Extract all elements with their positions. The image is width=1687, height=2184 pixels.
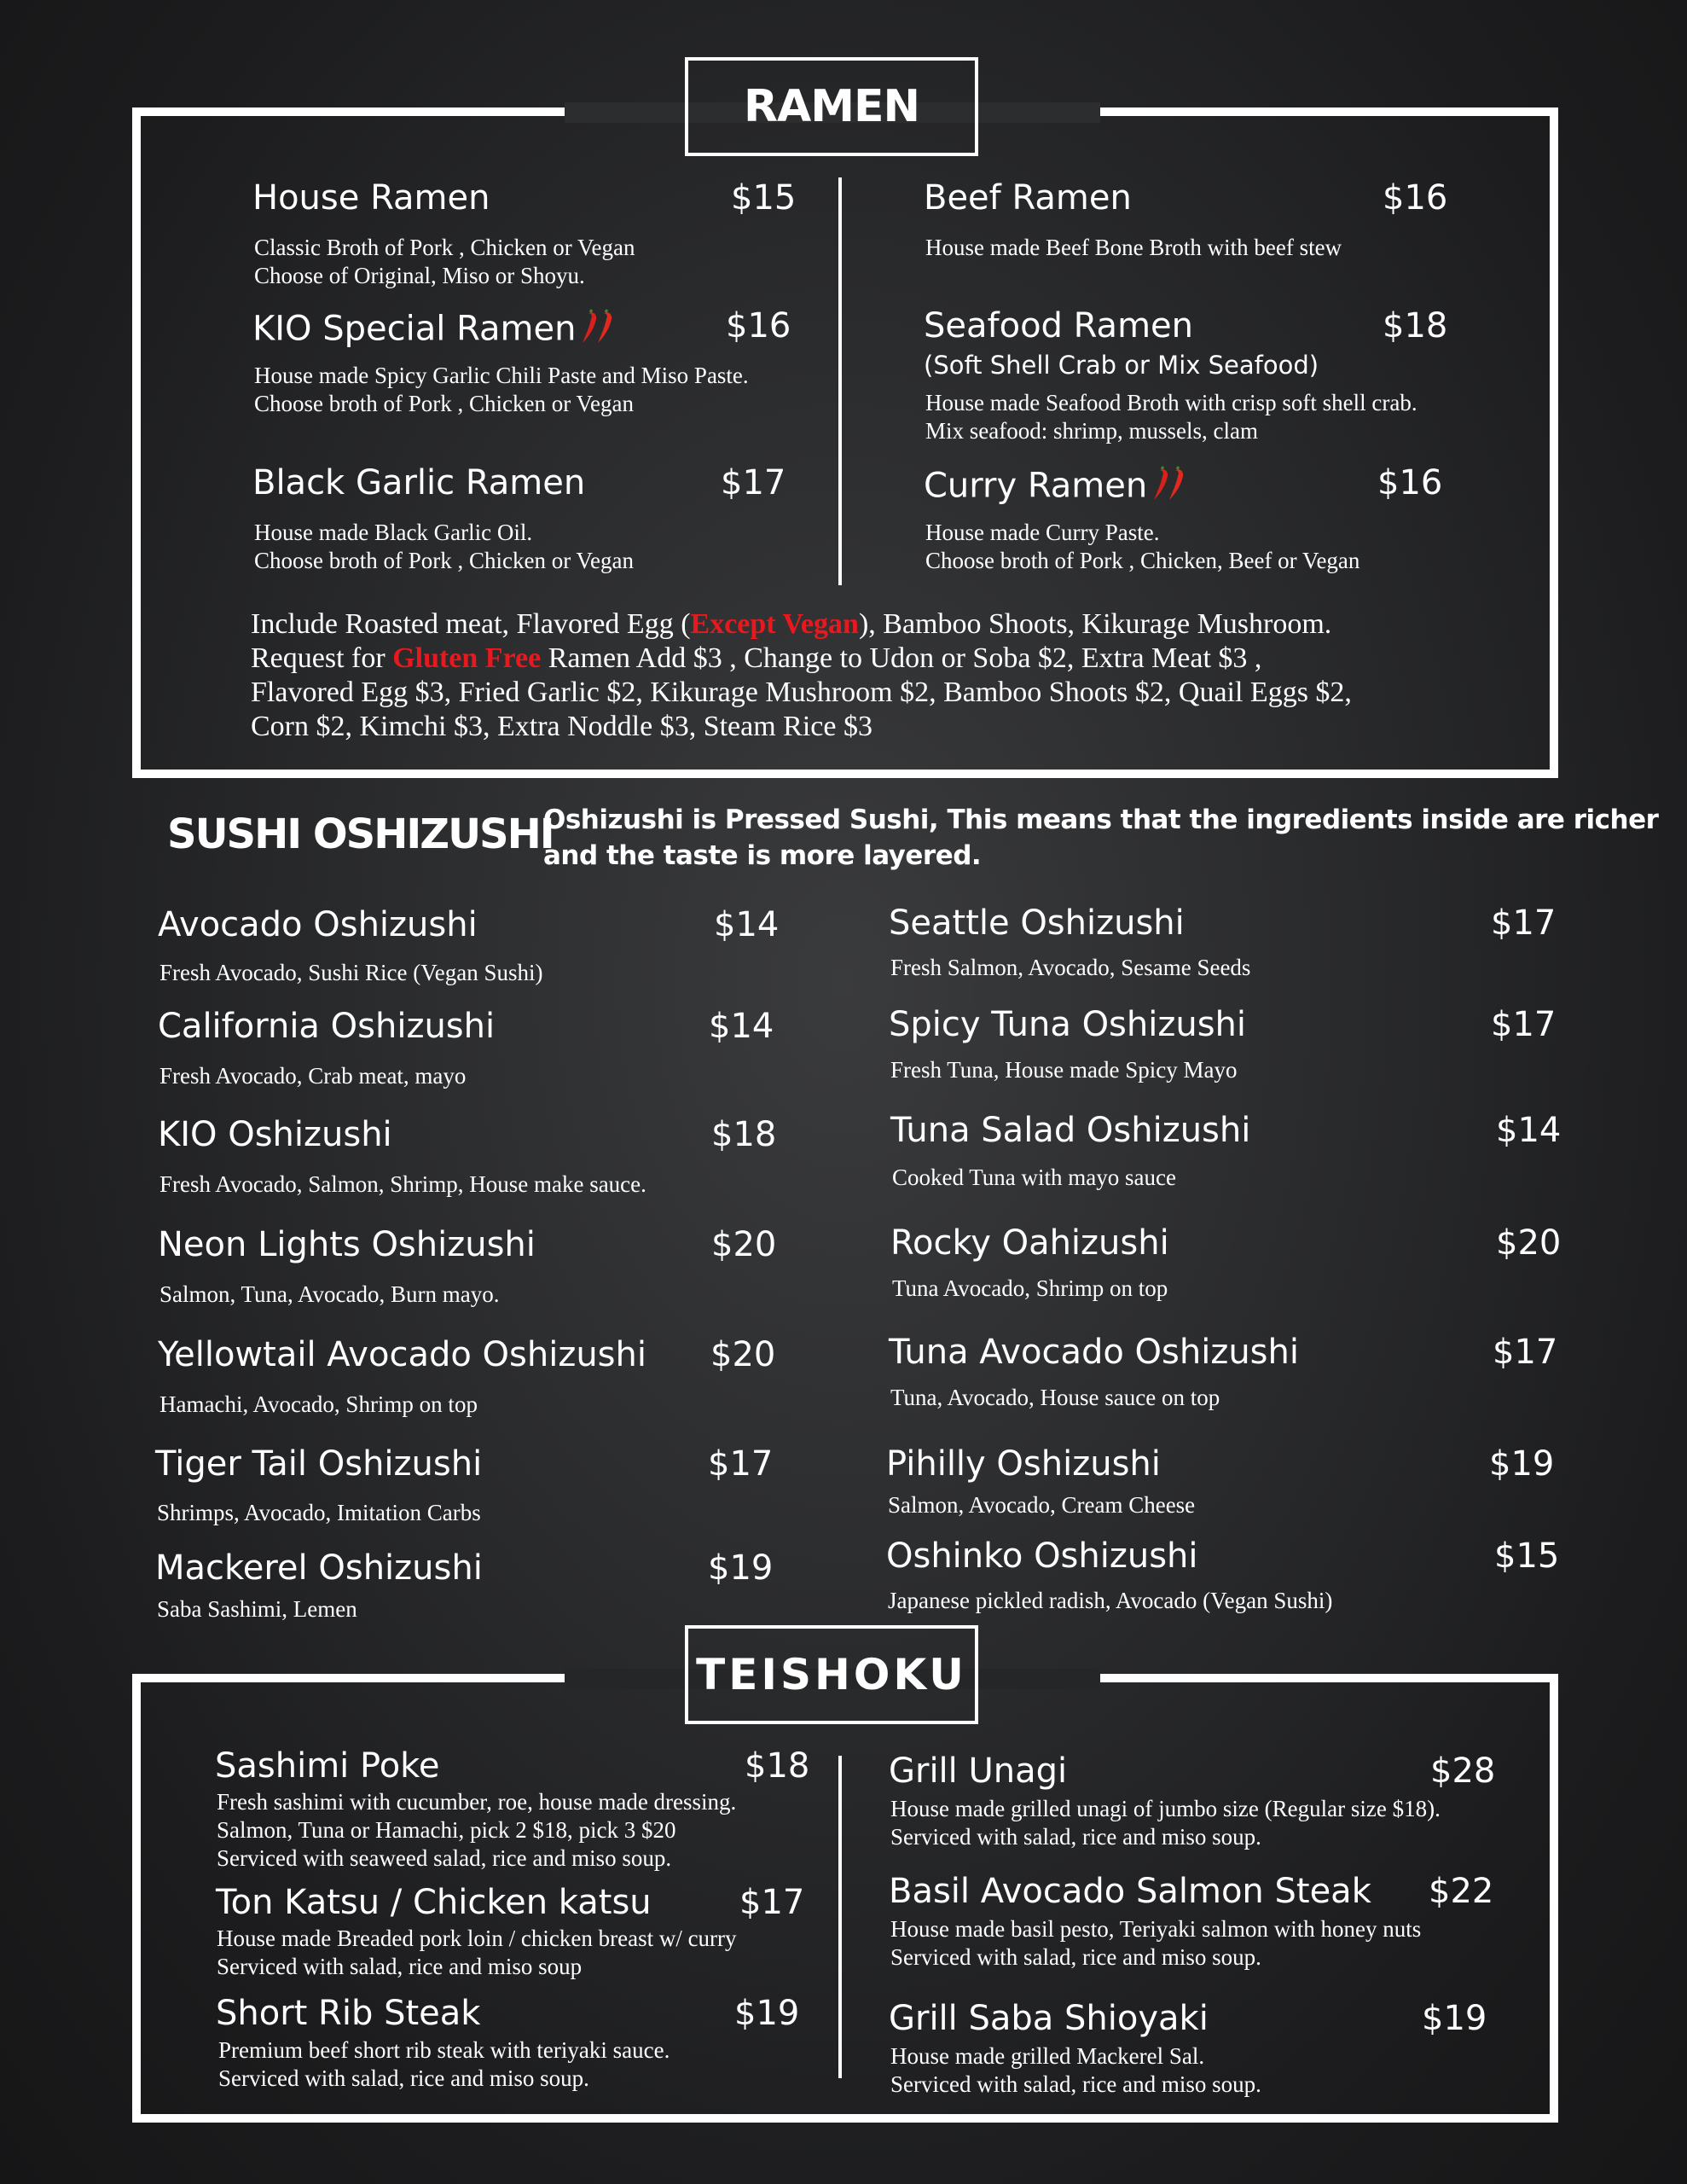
item-price: $17 bbox=[708, 1444, 774, 1484]
ramen-divider bbox=[838, 177, 842, 585]
item-description: House made Seafood Broth with crisp soft shell crab. Mix seafood: shrimp, mussels, clam bbox=[925, 390, 1417, 444]
item-price: $17 bbox=[739, 1883, 805, 1922]
item-price: $28 bbox=[1430, 1751, 1496, 1791]
item-name: Neon Lights Oshizushi bbox=[158, 1225, 536, 1264]
chili-pepper-icon bbox=[1151, 466, 1188, 509]
item-price: $20 bbox=[710, 1335, 776, 1374]
item-description: Tuna, Avocado, House sauce on top bbox=[890, 1385, 1220, 1410]
item-description: House made Curry Paste. Choose broth of Pork , Chicken, Beef or Vegan bbox=[925, 520, 1360, 573]
item-description: House made Beef Bone Broth with beef stew bbox=[925, 235, 1342, 260]
item-description: House made Breaded pork loin / chicken breast w/ curry Serviced with salad, rice and miso soup bbox=[217, 1926, 737, 1979]
item-name: Basil Avocado Salmon Steak bbox=[889, 1872, 1371, 1911]
item-name: Curry Ramen bbox=[924, 466, 1188, 509]
teishoku-divider bbox=[838, 1756, 842, 2078]
item-price: $14 bbox=[709, 1007, 774, 1046]
item-name: Black Garlic Ramen bbox=[252, 463, 586, 502]
item-price: $17 bbox=[721, 463, 786, 502]
item-description: Hamachi, Avocado, Shrimp on top bbox=[159, 1391, 478, 1417]
item-name: KIO Oshizushi bbox=[158, 1115, 392, 1154]
item-description: Tuna Avocado, Shrimp on top bbox=[892, 1275, 1168, 1301]
item-price: $22 bbox=[1429, 1872, 1494, 1911]
item-description: Shrimps, Avocado, Imitation Carbs bbox=[157, 1500, 481, 1525]
item-price: $20 bbox=[711, 1225, 777, 1264]
item-price: $19 bbox=[708, 1548, 774, 1588]
item-description: Fresh sashimi with cucumber, roe, house made dressing. Salmon, Tuna or Hamachi, pick 2 $18, pick 3 $20 Serviced with seaweed salad, rice and miso soup. bbox=[217, 1789, 737, 1871]
item-price: $16 bbox=[1383, 178, 1448, 218]
item-description: Salmon, Avocado, Cream Cheese bbox=[888, 1492, 1196, 1518]
item-name: Pihilly Oshizushi bbox=[886, 1444, 1161, 1484]
item-price: $18 bbox=[711, 1115, 777, 1154]
item-name: Oshinko Oshizushi bbox=[886, 1536, 1198, 1576]
item-name: Seattle Oshizushi bbox=[889, 903, 1185, 943]
item-name: Tiger Tail Oshizushi bbox=[155, 1444, 483, 1484]
ramen-title: RAMEN bbox=[685, 57, 978, 156]
item-description: House made grilled unagi of jumbo size (Regular size $18). Serviced with salad, rice and miso soup. bbox=[890, 1796, 1441, 1850]
item-price: $14 bbox=[714, 905, 780, 944]
item-description: House made Spicy Garlic Chili Paste and Miso Paste. Choose broth of Pork , Chicken or Vegan bbox=[254, 363, 749, 416]
item-description: Japanese pickled radish, Avocado (Vegan Sushi) bbox=[888, 1588, 1333, 1613]
item-price: $16 bbox=[726, 306, 791, 346]
item-price: $17 bbox=[1493, 1333, 1558, 1372]
item-name: Spicy Tuna Oshizushi bbox=[889, 1005, 1247, 1044]
item-price: $15 bbox=[731, 178, 797, 218]
teishoku-title: TEISHOKU bbox=[685, 1625, 978, 1724]
item-name: House Ramen bbox=[252, 178, 490, 218]
item-name: Avocado Oshizushi bbox=[158, 905, 478, 944]
item-price: $14 bbox=[1496, 1111, 1562, 1150]
item-name: Ton Katsu / Chicken katsu bbox=[216, 1883, 652, 1922]
item-price: $18 bbox=[745, 1746, 810, 1786]
item-description: Classic Broth of Pork , Chicken or Vegan Choose of Original, Miso or Shoyu. bbox=[254, 235, 635, 288]
item-description: House made Black Garlic Oil. Choose broth of Pork , Chicken or Vegan bbox=[254, 520, 634, 573]
item-subtitle: (Soft Shell Crab or Mix Seafood) bbox=[924, 351, 1319, 380]
item-name: Tuna Avocado Oshizushi bbox=[889, 1333, 1299, 1372]
item-description: Fresh Avocado, Salmon, Shrimp, House make sauce. bbox=[159, 1171, 646, 1197]
item-name: Grill Unagi bbox=[889, 1751, 1068, 1791]
item-name: Short Rib Steak bbox=[216, 1994, 481, 2033]
item-name: Sashimi Poke bbox=[215, 1746, 440, 1786]
item-name: Beef Ramen bbox=[924, 178, 1132, 218]
item-description: House made basil pesto, Teriyaki salmon with honey nuts Serviced with salad, rice and miso soup. bbox=[890, 1916, 1422, 1970]
item-description: Fresh Tuna, House made Spicy Mayo bbox=[890, 1057, 1238, 1083]
item-name: Grill Saba Shioyaki bbox=[889, 1999, 1209, 2038]
item-name: California Oshizushi bbox=[158, 1007, 496, 1046]
item-description: House made grilled Mackerel Sal. Serviced with salad, rice and miso soup. bbox=[890, 2043, 1261, 2097]
item-description: Fresh Salmon, Avocado, Sesame Seeds bbox=[890, 955, 1251, 980]
item-name: Yellowtail Avocado Oshizushi bbox=[158, 1335, 646, 1374]
item-name: KIO Special Ramen bbox=[252, 309, 617, 352]
item-description: Cooked Tuna with mayo sauce bbox=[892, 1165, 1176, 1190]
item-price: $15 bbox=[1494, 1536, 1560, 1576]
item-price: $19 bbox=[734, 1994, 800, 2033]
item-description: Salmon, Tuna, Avocado, Burn mayo. bbox=[159, 1281, 500, 1307]
item-description: Fresh Avocado, Sushi Rice (Vegan Sushi) bbox=[159, 960, 543, 985]
sushi-intro: Oshizushi is Pressed Sushi, This means that the ingredients inside are richer and the taste is more layered. bbox=[543, 804, 1659, 871]
item-name: Seafood Ramen bbox=[924, 306, 1193, 346]
item-price: $16 bbox=[1377, 463, 1443, 502]
chili-pepper-icon bbox=[579, 309, 617, 352]
item-name: Mackerel Oshizushi bbox=[155, 1548, 483, 1588]
item-description: Saba Sashimi, Lemen bbox=[157, 1596, 357, 1622]
item-price: $20 bbox=[1496, 1223, 1562, 1263]
item-description: Fresh Avocado, Crab meat, mayo bbox=[159, 1063, 467, 1089]
item-name: Rocky Oahizushi bbox=[890, 1223, 1169, 1263]
item-price: $19 bbox=[1489, 1444, 1555, 1484]
ramen-addons-note: Include Roasted meat, Flavored Egg (Except Vegan), Bamboo Shoots, Kikurage Mushroom. Request for Gluten Free Ramen Add $3 , Change to Udon or Soba $2, Extra Meat $3 , Flavored Egg $3, Fried Garlic $2, Kikurage Mushroom $2, Bamboo Shoots $2, Quail Eggs $2, Corn $2, Kimchi $3, Extra Noddle $3, Steam Rice $3 bbox=[251, 608, 1352, 742]
item-price: $18 bbox=[1383, 306, 1448, 346]
item-price: $19 bbox=[1422, 1999, 1487, 2038]
item-description: Premium beef short rib steak with teriyaki sauce. Serviced with salad, rice and miso soup. bbox=[218, 2037, 670, 2091]
item-price: $17 bbox=[1491, 1005, 1557, 1044]
item-price: $17 bbox=[1491, 903, 1557, 943]
item-name: Tuna Salad Oshizushi bbox=[890, 1111, 1251, 1150]
sushi-title: SUSHI OSHIZUSHI bbox=[167, 810, 554, 858]
